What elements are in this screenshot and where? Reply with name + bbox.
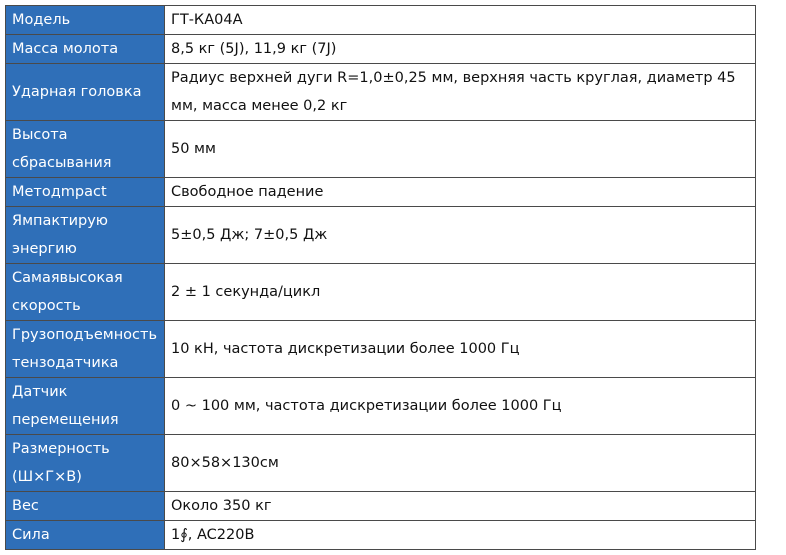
- spec-row-load-cell: [6, 321, 756, 378]
- spec-row-max-speed: [6, 264, 756, 321]
- spec-label: Ударная головка: [6, 64, 165, 121]
- spec-label: Методmpact: [6, 178, 165, 207]
- spec-label: Ямпактирую энергию: [6, 207, 165, 264]
- spec-row-displacement-sensor: [6, 378, 756, 435]
- spec-value: ГТ-КА04А: [165, 6, 756, 35]
- spec-label: Сила: [6, 521, 165, 550]
- spec-value: Около 350 кг: [165, 492, 756, 521]
- spec-row-power: [6, 521, 756, 550]
- spec-row-weight: [6, 492, 756, 521]
- spec-row-impact-method: [6, 178, 756, 207]
- spec-row-impact-energy: [6, 207, 756, 264]
- spec-label: Высота сбрасывания: [6, 121, 165, 178]
- spec-value: 0 ~ 100 мм, частота дискретизации более 1000 Гц: [165, 378, 756, 435]
- spec-value: 50 мм: [165, 121, 756, 178]
- spec-value: 8,5 кг (5J), 11,9 кг (7J): [165, 35, 756, 64]
- spec-value: 2 ± 1 секунда/цикл: [165, 264, 756, 321]
- spec-value: 80×58×130см: [165, 435, 756, 492]
- spec-row-drop-height: [6, 121, 756, 178]
- spec-label: Самаявысокая скорость: [6, 264, 165, 321]
- spec-label: Датчик перемещения: [6, 378, 165, 435]
- spec-label: Вес: [6, 492, 165, 521]
- spec-label: Модель: [6, 6, 165, 35]
- spec-label: Грузоподъемность тензодатчика: [6, 321, 165, 378]
- spec-value: 10 кН, частота дискретизации более 1000 Гц: [165, 321, 756, 378]
- spec-value: Радиус верхней дуги R=1,0±0,25 мм, верхняя часть круглая, диаметр 45 мм, масса менее 0,2 кг: [165, 64, 756, 121]
- spec-table: [5, 5, 756, 550]
- spec-label: Масса молота: [6, 35, 165, 64]
- spec-value: Свободное падение: [165, 178, 756, 207]
- spec-row-model: [6, 6, 756, 35]
- spec-value: 1∮, AC220B: [165, 521, 756, 550]
- spec-row-hammer-mass: [6, 35, 756, 64]
- spec-value: 5±0,5 Дж; 7±0,5 Дж: [165, 207, 756, 264]
- spec-label: Размерность (Ш×Г×В): [6, 435, 165, 492]
- spec-row-impact-head: [6, 64, 756, 121]
- spec-row-dimensions: [6, 435, 756, 492]
